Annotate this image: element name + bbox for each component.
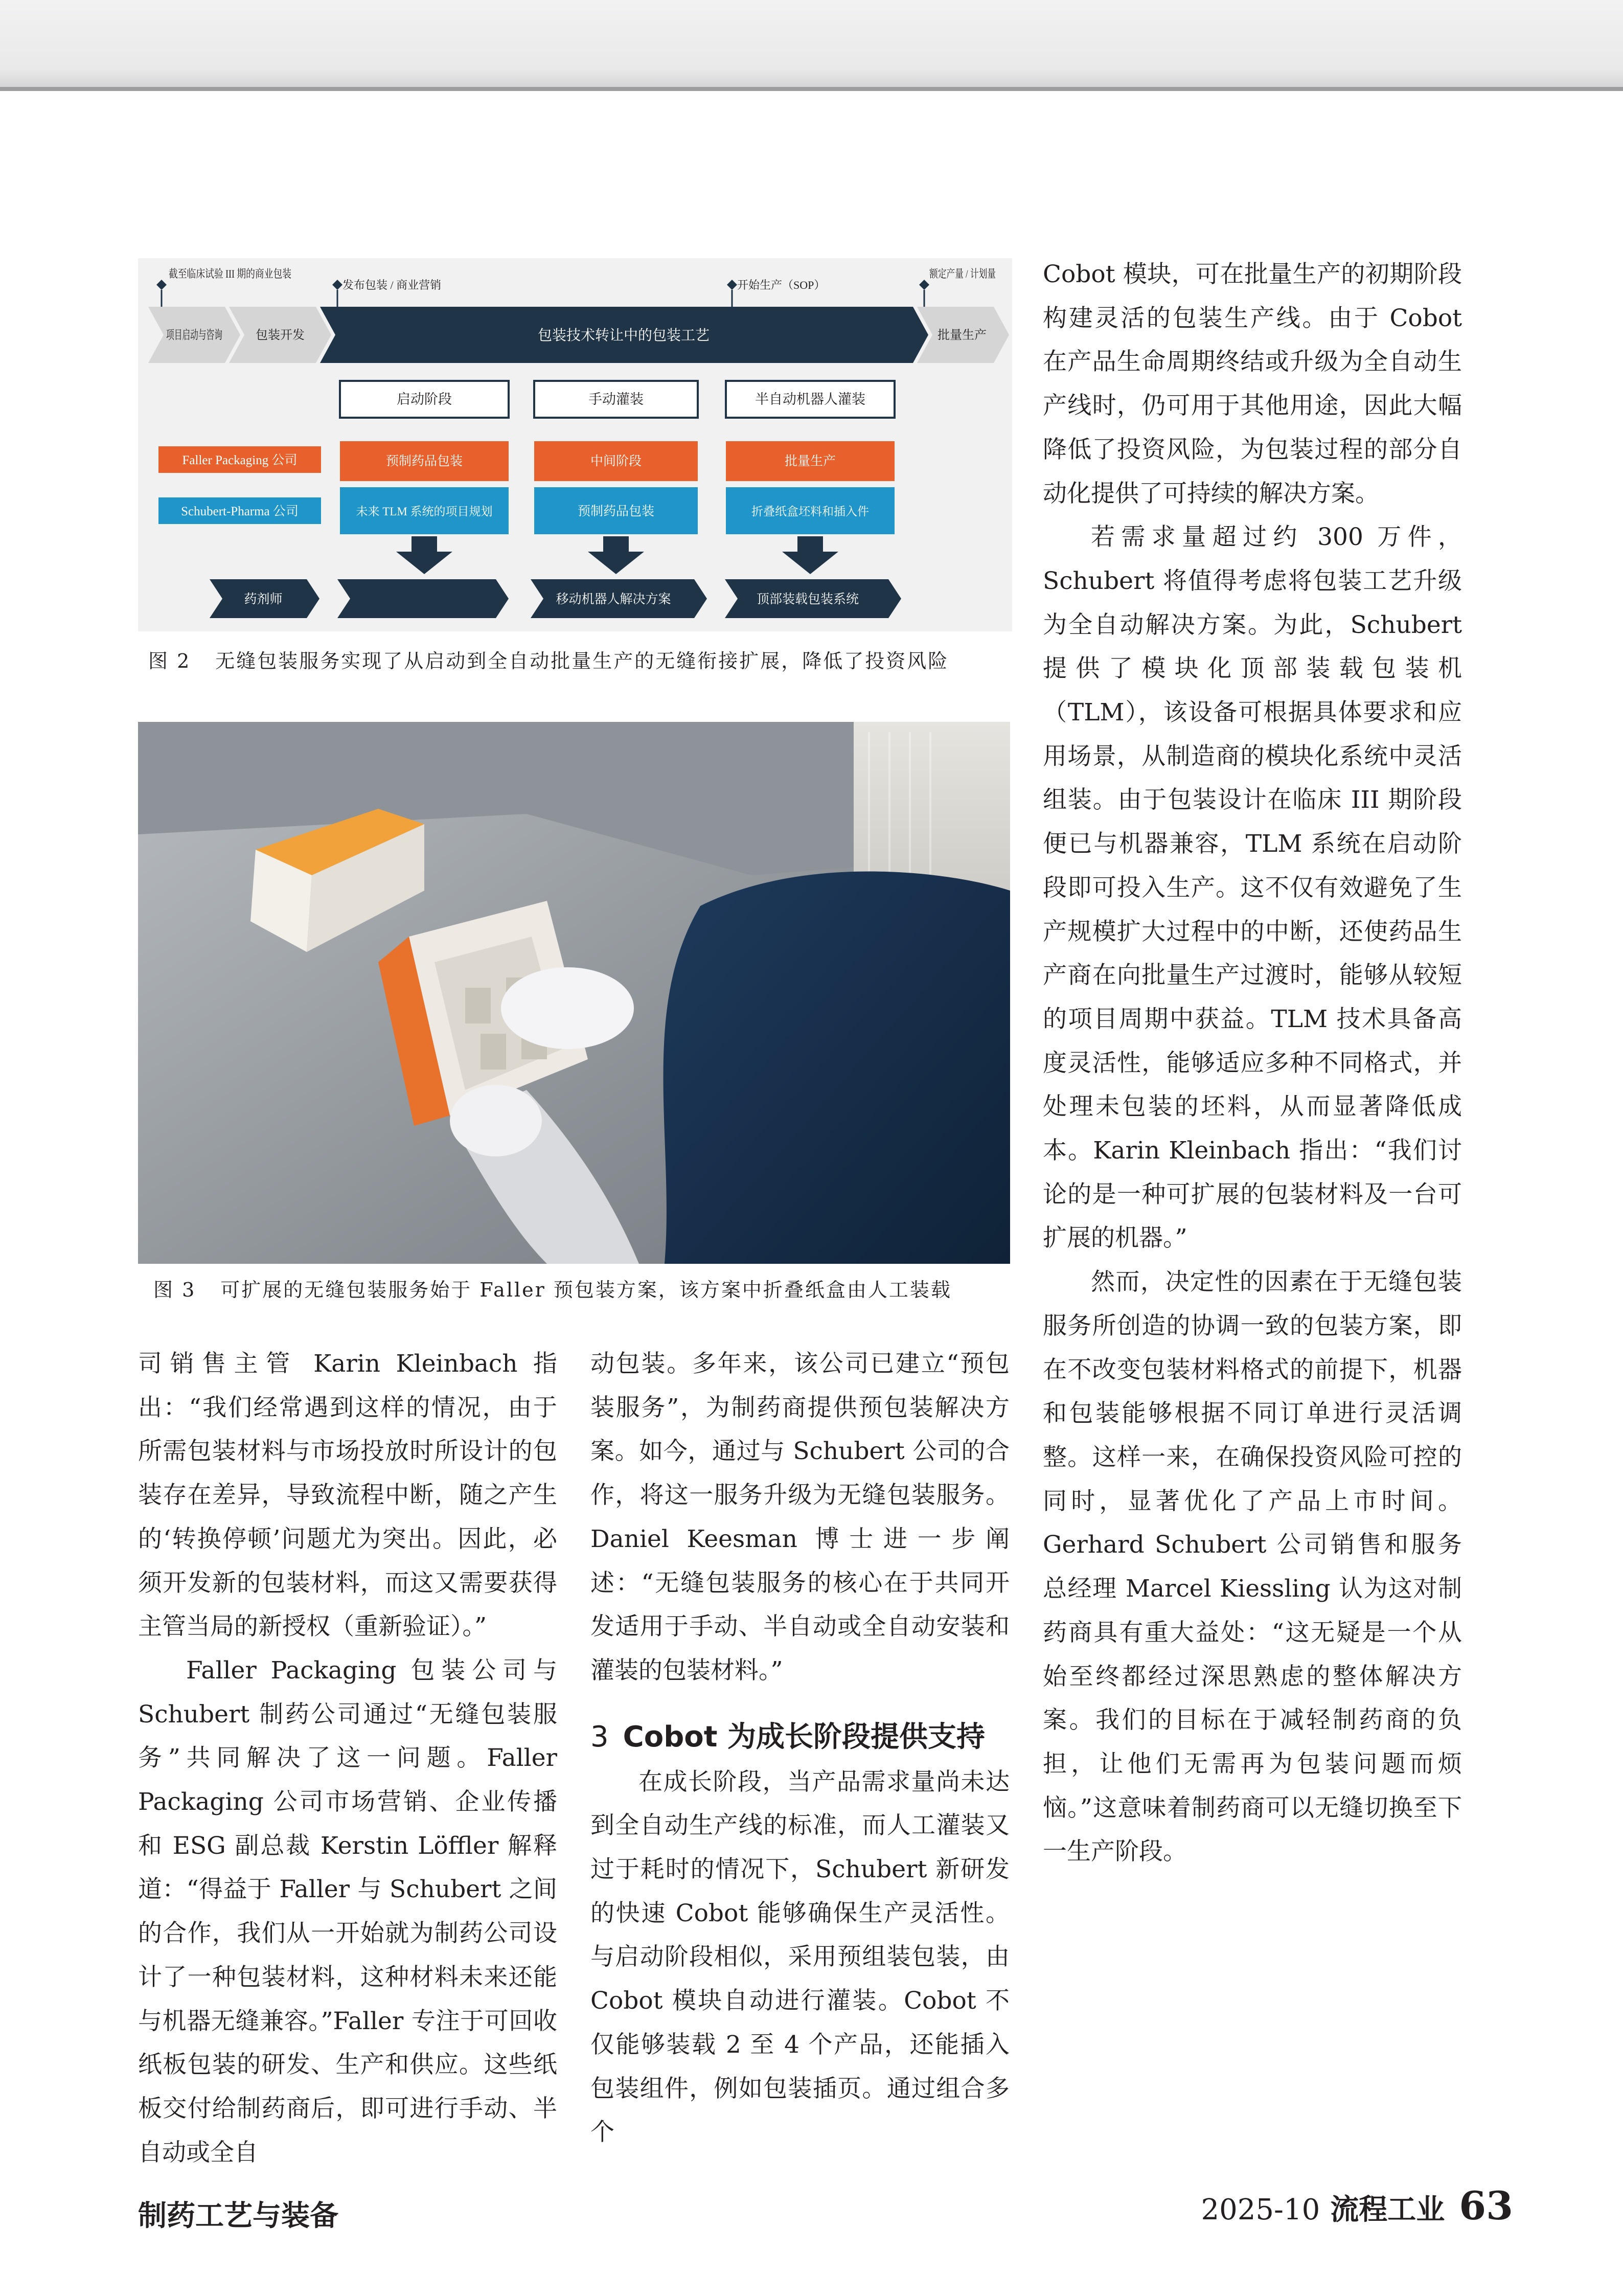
faller-row-label: Faller Packaging 公司 xyxy=(182,453,298,467)
footer-issue-info xyxy=(1201,2183,1513,2229)
arrow-label-process: 包装技术转让中的包装工艺 xyxy=(537,328,710,344)
milestone-3-label: 开始生产（SOP） xyxy=(737,279,826,291)
figure-3-caption-text: 可扩展的无缝包装服务始于 Faller 预包装方案，该方案中折叠纸盒由人工装载 xyxy=(220,1279,952,1301)
section-heading xyxy=(590,1714,1010,1760)
arrow-label-packaging-dev: 包装开发 xyxy=(256,329,305,342)
paragraph: 在成长阶段，当产品需求量尚未达到全自动生产线的标准，而人工灌装又过于耗时的情况下，Schubert 新研发的快速 Cobot 能够确保生产灵活性。与启动阶段相似，采用预组装包装，由 Cobot 模块自动进行灌装。Cobot 不仅能够装载 2 至 4 个产品，还能插入包装组件，例如包装插页。通过组合多个 xyxy=(590,1767,1010,2147)
schubert-cell-3-text: 折叠纸盒坯料和插入件 xyxy=(751,505,869,518)
page-number: 63 xyxy=(1459,2183,1513,2229)
paragraph: 若需求量超过约 300 万件，Schubert 将值得考虑将包装工艺升级为全自动解决方案。为此，Schubert 提供了模块化顶部装载包装机（TLM），该设备可根据具体要求和应用场景，从制造商的模块化系统中灵活组装。由于包装设计在临床 III 期阶段便已与机器兼容，TLM 系统在启动阶段即可投入生产。这不仅有效避免了生产规模扩大过程中的中断，还使药品生产商在向批量生产过渡时，能够从较短的项目周期中获益。TLM 技术具备高度灵活性，能够适应多种不同格式，并处理未包装的坯料，从而显著降低成本。Karin Kleinbach 指出：“我们讨论的是一种可扩展的包装材料及一台可扩展的机器。” xyxy=(1043,523,1462,1253)
paragraph: Cobot 模块，可在批量生产的初期阶段构建灵活的包装生产线。由于 Cobot 在产品生命周期终结或升级为全自动生产线时，仍可用于其他用途，因此大幅降低了投资风险，为包装过程的部分自动化提供了可持续的解决方案。 xyxy=(1043,260,1462,508)
footer-issue-date: 2025-10 xyxy=(1201,2193,1320,2226)
down-arrow-2 xyxy=(588,536,644,574)
down-arrow-1 xyxy=(396,536,452,574)
figure-2-caption xyxy=(148,645,949,673)
phase-label-manual: 手动灌装 xyxy=(588,392,644,407)
figure-2-diagram xyxy=(138,258,1012,631)
faller-cell-2-text: 中间阶段 xyxy=(590,454,642,468)
down-arrow-3 xyxy=(782,536,838,574)
page-header-bar xyxy=(0,0,1623,91)
figure-2-caption-text: 无缝包装服务实现了从启动到全自动批量生产的无缝衔接扩展，降低了投资风险 xyxy=(215,650,949,672)
paragraph: 动包装。多年来，该公司已建立“预包装服务”，为制药商提供预包装解决方案。如今，通过与 Schubert 公司的合作，将这一服务升级为无缝包装服务。Daniel Keesman 博士进一步阐述：“无缝包装服务的核心在于共同开发适用于手动、半自动或全自动安装和灌装的包装材料。” xyxy=(590,1350,1010,1685)
bottom-label-mobile-robot: 移动机器人解决方案 xyxy=(556,593,671,606)
arrow-label-batch: 批量生产 xyxy=(938,329,987,342)
arrow-label-project-start: 项目启动与咨询 xyxy=(166,329,252,342)
schubert-row-label: Schubert-Pharma 公司 xyxy=(181,505,299,518)
figure-3-caption-number: 图 3 xyxy=(153,1279,196,1301)
paragraph: 司销售主管 Karin Kleinbach 指出：“我们经常遇到这样的情况，由于所需包装材料与市场投放时所设计的包装存在差异，导致流程中断，随之产生的‘转换停顿’问题尤为突出。因此，必须开发新的包装材料，而这又需要获得主管当局的新授权（重新验证）。” xyxy=(138,1350,557,1641)
footer-magazine-name: 流程工业 xyxy=(1330,2193,1445,2226)
phase-label-start: 启动阶段 xyxy=(397,392,452,407)
bottom-label-pharmacist: 药剂师 xyxy=(244,593,283,606)
milestone-2-marker xyxy=(332,280,342,290)
paragraph: 然而，决定性的因素在于无缝包装服务所创造的协调一致的包装方案，即在不改变包装材料格式的前提下，机器和包装能够根据不同订单进行灵活调整。这样一来，在确保投资风险可控的同时，显著优化了产品上市时间。Gerhard Schubert 公司销售和服务总经理 Marcel Kiessling 认为这对制药商具有重大益处：“这无疑是一个从始至终都经过深思熟虑的整体解决方案。我们的目标在于减轻制药商的负担，让他们无需再为包装问题而烦恼。”这意味着制药商可以无缝切换至下一生产阶段。 xyxy=(1043,1268,1462,1866)
faller-cell-1-text: 预制药品包装 xyxy=(385,454,463,468)
phase-label-semiauto: 半自动机器人灌装 xyxy=(755,392,865,407)
section-title: Cobot 为成长阶段提供支持 xyxy=(623,1720,986,1754)
bottom-arrow-start xyxy=(337,579,509,618)
milestone-2-label: 发布包装 / 商业营销 xyxy=(342,279,442,291)
paragraph: Faller Packaging 包装公司与 Schubert 制药公司通过“无缝包装服务”共同解决了这一问题。Faller Packaging 公司市场营销、企业传播和 ESG 副总裁 Kerstin Löffler 解释道：“得益于 Faller 与 Schubert 之间的合作，我们从一开始就为制药公司设计了一种包装材料，这种材料未来还能与机器无缝兼容。”Faller 专注于可回收纸板包装的研发、生产和供应。这些纸板交付给制药商后，即可进行手动、半自动或全自 xyxy=(138,1656,557,2167)
milestone-1-marker xyxy=(156,280,167,290)
section-number: 3 xyxy=(590,1720,609,1754)
figure-3-photo xyxy=(138,722,1010,1264)
body-column-2 xyxy=(590,1342,1010,2154)
milestone-4-label: 额定产量 / 计划量 xyxy=(929,267,996,280)
body-column-1 xyxy=(138,1342,557,2174)
milestone-4-marker xyxy=(919,280,929,290)
milestone-1-label: 截至临床试验 III 期的商业包装 xyxy=(169,267,291,280)
body-column-3 xyxy=(1043,253,1462,1874)
schubert-cell-2-text: 预制药品包装 xyxy=(577,505,655,518)
bottom-label-tlm: 顶部装载包装系统 xyxy=(756,593,859,606)
figure-2-caption-number: 图 2 xyxy=(148,650,191,672)
footer-section-name: 制药工艺与装备 xyxy=(138,2199,338,2233)
figure-3-caption xyxy=(153,1274,952,1302)
faller-cell-3-text: 批量生产 xyxy=(784,454,836,468)
milestone-3-marker xyxy=(727,280,737,290)
schubert-cell-1-text: 未来 TLM 系统的项目规划 xyxy=(356,505,493,518)
